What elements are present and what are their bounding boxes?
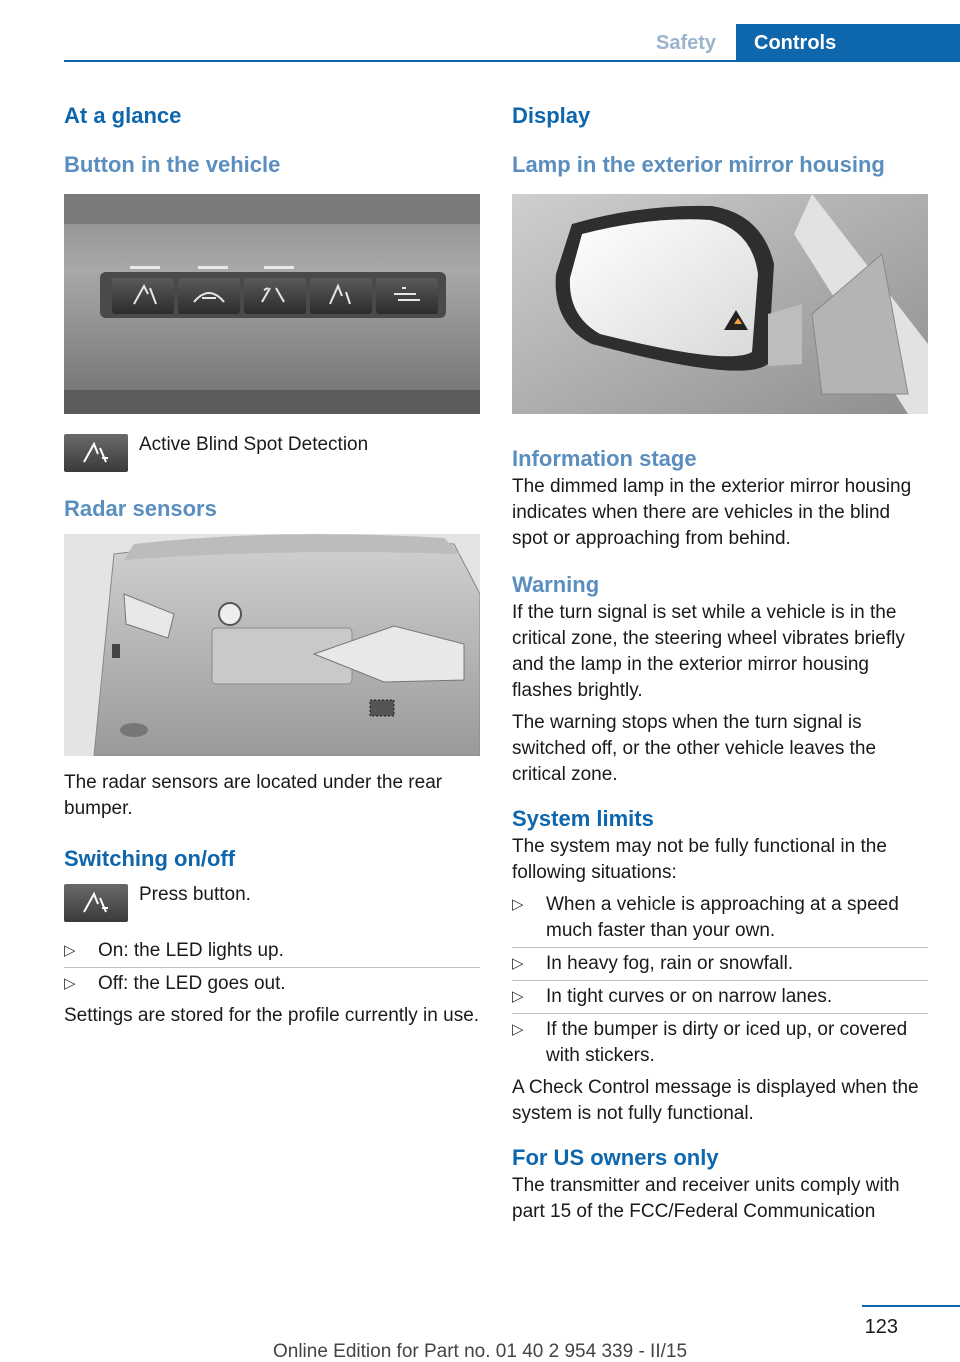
heading-warning: Warning <box>512 572 600 597</box>
right-column <box>512 100 928 1225</box>
button-caption-row <box>64 434 480 472</box>
settings-text: Settings are stored for the profile currently in use. <box>64 1005 480 1026</box>
blind-spot-button-icon <box>64 434 128 472</box>
list-item <box>64 938 480 964</box>
triangle-bullet-icon: ▷ <box>64 975 76 992</box>
list-item <box>512 984 928 1010</box>
triangle-bullet-icon: ▷ <box>512 1021 524 1038</box>
heading-at-a-glance: At a glance <box>64 103 182 128</box>
list-divider <box>512 947 928 948</box>
on-off-list <box>64 938 480 997</box>
list-item-text: When a vehicle is approaching at a speed much faster than your own. <box>546 894 899 941</box>
heading-information-stage: Information stage <box>512 446 697 471</box>
list-item-text: On: the LED lights up. <box>98 940 284 961</box>
list-item-text: Off: the LED goes out. <box>98 973 286 994</box>
mirror-lamp-image <box>512 194 928 414</box>
us-text: The transmitter and receiver units comply with part 15 of the FCC/Federal Communication <box>512 1175 900 1222</box>
list-item <box>512 951 928 977</box>
footer-rule <box>862 1305 960 1307</box>
heading-switching-on-off: Switching on/off <box>64 846 236 871</box>
heading-radar-sensors: Radar sensors <box>64 496 217 521</box>
limits-list <box>512 892 928 1069</box>
list-item <box>64 971 480 997</box>
list-item-text: In heavy fog, rain or snowfall. <box>546 953 794 974</box>
edition-text: Online Edition for Part no. 01 40 2 954 339 - II/15 <box>272 1341 688 1362</box>
header-rule <box>64 60 960 62</box>
tab-controls[interactable]: Controls <box>736 24 960 62</box>
warning-text-2: The warning stops when the turn signal is switched off, or the other vehicle leaves the critical zone. <box>512 712 877 785</box>
warning-text-1: If the turn signal is set while a vehicle is in the critical zone, the steering wheel vibrates briefly and the lamp in the exterior mirror housing flashes brightly. <box>512 602 905 701</box>
list-item-text: If the bumper is dirty or iced up, or covered with stickers. <box>546 1019 908 1066</box>
radar-sensors-image <box>64 534 480 756</box>
heading-button-in-vehicle: Button in the vehicle <box>64 152 281 177</box>
button-panel-image <box>64 194 480 414</box>
triangle-bullet-icon: ▷ <box>512 988 524 1005</box>
tab-safety[interactable]: Safety <box>655 31 717 54</box>
blind-spot-button-icon <box>64 884 128 922</box>
triangle-bullet-icon: ▷ <box>512 896 524 913</box>
heading-system-limits: System limits <box>512 806 654 831</box>
page-number: 123 <box>864 1316 898 1338</box>
limits-intro: The system may not be fully functional in the following situations: <box>512 836 887 883</box>
triangle-bullet-icon: ▷ <box>512 955 524 972</box>
list-divider <box>512 1013 928 1014</box>
check-control-text: A Check Control message is displayed when the system is not fully functional. <box>512 1077 919 1124</box>
heading-us-owners: For US owners only <box>512 1145 719 1170</box>
list-item-text: In tight curves or on narrow lanes. <box>546 986 833 1007</box>
list-divider <box>512 980 928 981</box>
left-column <box>64 100 480 1029</box>
heading-display: Display <box>512 103 591 128</box>
list-item <box>512 1017 928 1069</box>
radar-text: The radar sensors are located under the rear bumper. <box>64 772 443 819</box>
press-button-row <box>64 884 480 922</box>
list-divider <box>64 967 480 968</box>
button-caption: Active Blind Spot Detection <box>139 434 369 455</box>
header-tabs <box>636 24 960 62</box>
press-button-text: Press button. <box>139 884 251 905</box>
triangle-bullet-icon: ▷ <box>64 942 76 959</box>
info-text: The dimmed lamp in the exterior mirror housing indicates when there are vehicles in the blind spot or approaching from behind. <box>512 476 912 549</box>
list-item <box>512 892 928 944</box>
heading-lamp-mirror: Lamp in the exterior mirror housing <box>512 152 885 177</box>
